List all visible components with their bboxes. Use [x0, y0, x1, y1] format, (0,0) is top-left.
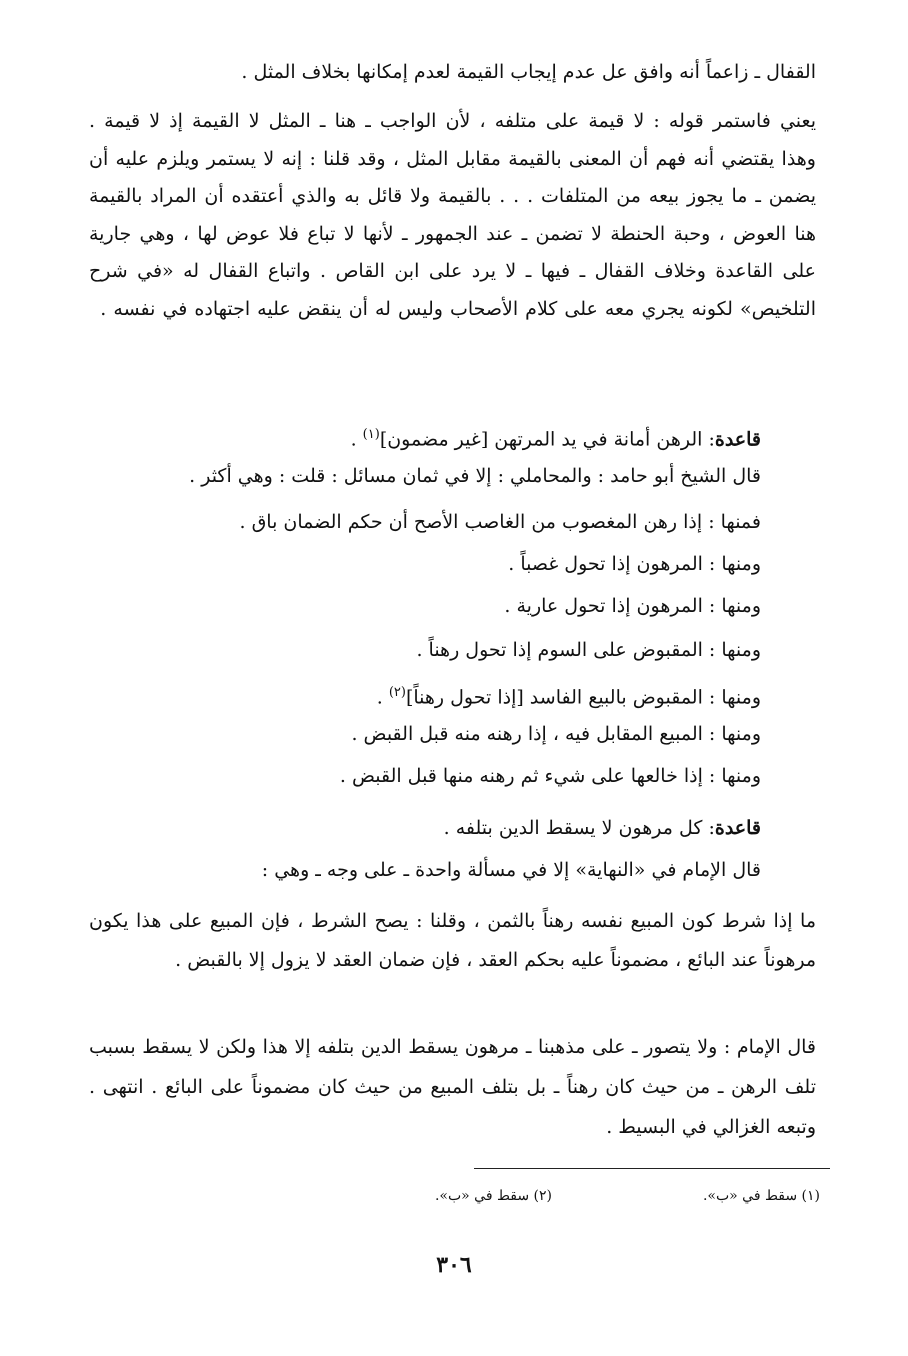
list-item-text: ومنها : المقبوض بالبيع الفاسد [إذا تحول رهناً] [405, 686, 761, 709]
footnote-ref-1: (١) [362, 427, 380, 442]
list-item: ومنها : المرهون إذا تحول غصباً . [508, 553, 761, 575]
list-item: فمنها : إذا رهن المغصوب من الغاصب الأصح أن حكم الضمان باق . [239, 511, 761, 533]
punct: . [376, 686, 389, 709]
text-line: قال الشيخ أبو حامد : والمحاملي : إلا في ثمان مسائل : قلت : وهي أكثر . [189, 465, 761, 487]
footnote-ref-2: (٢) [388, 685, 406, 700]
rule-text: : الرهن أمانة في يد المرتهن [غير مضمون] [379, 428, 715, 451]
list-item: ومنها : المقبوض على السوم إذا تحول رهناً . [416, 639, 761, 661]
footnote-2: (٢) سقط في «ب». [434, 1188, 552, 1204]
rule-label: قاعدة [714, 428, 761, 451]
paragraph-imam-statement: قال الإمام : ولا يتصور ـ على مذهبنا ـ مرهون يسقط الدين بتلفه إلا هذا ولكن لا يسقط بسبب تلف الرهن ـ من حيث كان رهناً ـ بل بتلف المبيع من حيث كان مضموناً على البائع . انتهى . وتبعه الغزالي في البسيط . [89, 1036, 816, 1138]
list-item: ومنها : المبيع المقابل فيه ، إذا رهنه منه قبل القبض . [351, 723, 761, 745]
rule-pledge-debt [86, 810, 761, 847]
text-line: قال الإمام في «النهاية» إلا في مسألة واحدة ـ على وجه ـ وهي : [261, 859, 761, 881]
paragraph-sale-pledge: ما إذا شرط كون المبيع نفسه رهناً بالثمن ، وقلنا : يصح الشرط ، فإن المبيع على هذا يكون مرهوناً عند البائع ، مضموناً عليه بحكم العقد ، فإن ضمان العقد لا يزول إلا بالقبض . [89, 910, 816, 971]
footnote-1: (١) سقط في «ب». [702, 1188, 820, 1204]
rule-label: قاعدة [714, 817, 761, 839]
rule-pledge-trust [86, 416, 761, 458]
punct: . [350, 428, 363, 451]
rule-text: : كل مرهون لا يسقط الدين بتلفه . [443, 817, 715, 839]
footnote-divider [474, 1168, 830, 1169]
list-item: ومنها : إذا خالعها على شيء ثم رهنه منها قبل القبض . [339, 765, 761, 787]
list-item [86, 674, 761, 716]
page-number: ٣٠٦ [436, 1252, 472, 1278]
list-item: ومنها : المرهون إذا تحول عارية . [504, 595, 761, 617]
paragraph-qaffal-discussion: يعني فاستمر قوله : لا قيمة على متلفه ، لأن الواجب ـ هنا ـ المثل لا القيمة إذ لا قيمة . وهذا يقتضي أنه فهم أن المعنى بالقيمة مقابل المثل ، وقد قلنا : إنه لا يستمر ويلزم عليه أن يضمن ـ ما يجوز بيعه من المتلفات . . . بالقيمة ولا قائل به والذي أعتقده أن المراد بالقيمة هنا العوض ، وحبة الحنطة لا تضمن ـ عند الجمهور ـ لأنها لا تباع فلا عوض لها ، وهي جارية على القاعدة وخلاف القفال ـ فيها ـ لا يرد على ابن القاص . واتباع القفال له «في شرح التلخيص» لكونه يجري معه على كلام الأصحاب وليس له أن ينقض عليه اجتهاده في نفسه . [89, 110, 816, 320]
text-line: القفال ـ زاعماً أنه وافق عل عدم إيجاب القيمة لعدم إمكانها بخلاف المثل . [241, 61, 816, 83]
